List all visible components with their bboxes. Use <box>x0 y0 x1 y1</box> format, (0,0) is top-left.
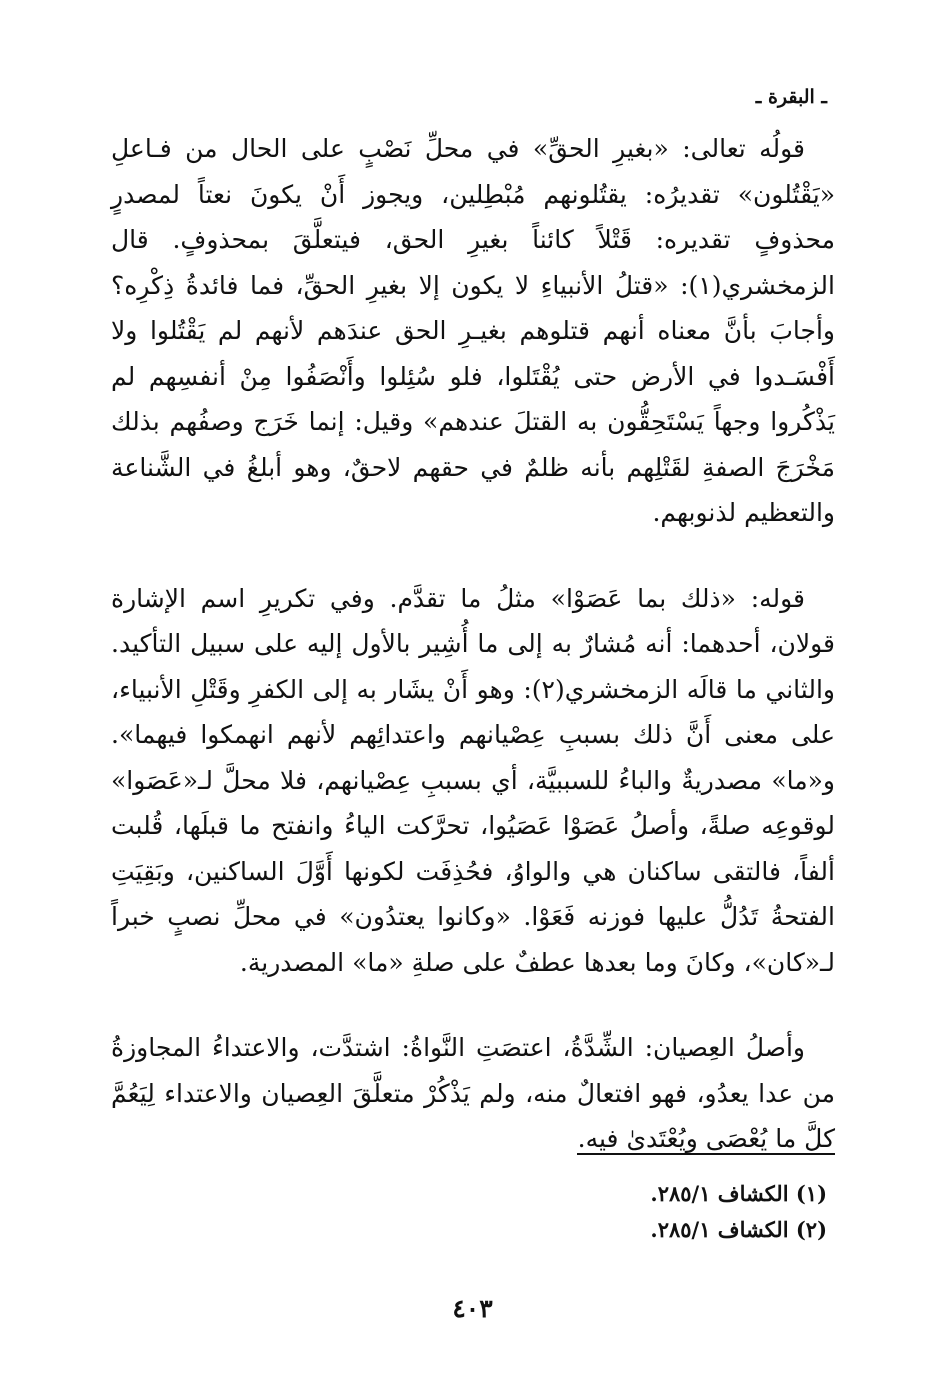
footnote-2: (٢) الكشاف ٢٨٥/١. <box>650 1217 827 1242</box>
page-number: ٤٠٣ <box>452 1294 493 1323</box>
footnotes <box>650 1176 827 1248</box>
paragraph-3: وأصلُ العِصيان: الشِّدَّةُ، اعتصَتِ النَّواةُ: اشتدَّت، والاعتداءُ المجاوزةُ من عدا يعدُو، فهو افتعالٌ منه، ولم يَذْكُرْ متعلَّقَ العِصيان والاعتداء لِيَعُمَّ كلَّ ما يُعْصَى ويُعْتَدىٰ فيه. <box>111 1033 835 1153</box>
body-text <box>111 126 835 1162</box>
footnote-separator <box>577 1153 835 1155</box>
paragraph-2: قوله: «ذلك بما عَصَوْا» مثلُ ما تقدَّم. وفي تكريرِ اسم الإشارة قولان، أحدهما: أنه مُشارٌ به إلى ما أُشِير بالأول إليه على سبيل التأكيد. والثاني ما قالَه الزمخشري(٢): وهو أَنْ يشَار به إلى الكفرِ وقَتْلِ الأنبياء، على معنى أَنَّ ذلك بسببِ عِصْيانهم واعتدائِهم لأنهم انهمكوا فيهما». و«ما» مصدريةٌ والباءُ للسببيَّة، أي بسببِ عِصْيانهم، فلا محلَّ لـ«عَصَوا» لوقوعِه صلةً، وأصلُ عَصَوْا عَصَيُوا، تحرَّكت الياءُ وانفتح ما قبلَها، قُلبت ألفاً، فالتقى ساكنان هي والواوُ، فحُذِفَت لكونها أَوَّلَ الساكنين، وبَقِيَتِ الفتحةُ تَدُلُّ عليها فوزنه فَعَوْا. «وكانوا يعتدُون» في محلِّ نصبٍ خبراً لـ«كان»، وكانَ وما بعدها عطفٌ على صلةِ «ما» المصدرية. <box>111 583 835 977</box>
footnote-1: (١) الكشاف ٢٨٥/١. <box>650 1181 827 1206</box>
running-header: ـ البقرة ـ <box>755 86 827 108</box>
paragraph-1: قولُه تعالى: «بغيرِ الحقِّ» في محلِّ نَصْبٍ على الحال من فـاعلِ «يَقْتُلون» تقديرُه: يقتُلونهم مُبْطِلين، ويجوز أَنْ يكونَ نعتاً لمصدرٍ محذوفٍ تقديره: قَتْلاً كائناً بغيرِ الحق، فيتعلَّقَ بمحذوفٍ. قال الزمخشري(١): «قتلُ الأنبياءِ لا يكون إلا بغيرِ الحقِّ، فما فائدةُ ذِكْرِه؟ وأجابَ بأنَّ معناه أنهم قتلوهم بغيـرِ الحق عندَهم لأنهم لم يَقْتُلوا ولا أَفْسَـدوا في الأرض حتى يُقْتَلوا، فلو سُئِلوا وأَنْصَفُوا مِنْ أنفسِهم لم يَذْكُروا وجهاً يَسْتَحِقُّون به القتلَ عندهم» وقيل: إنما خَرَج وصفُهم بذلك مَخْرَجَ الصفةِ لقَتْلِهم بأنه ظلمٌ في حقهم لاحقٌ، وهو أبلغُ في الشَّناعة والتعظيم لذنوبهم. <box>111 134 835 527</box>
